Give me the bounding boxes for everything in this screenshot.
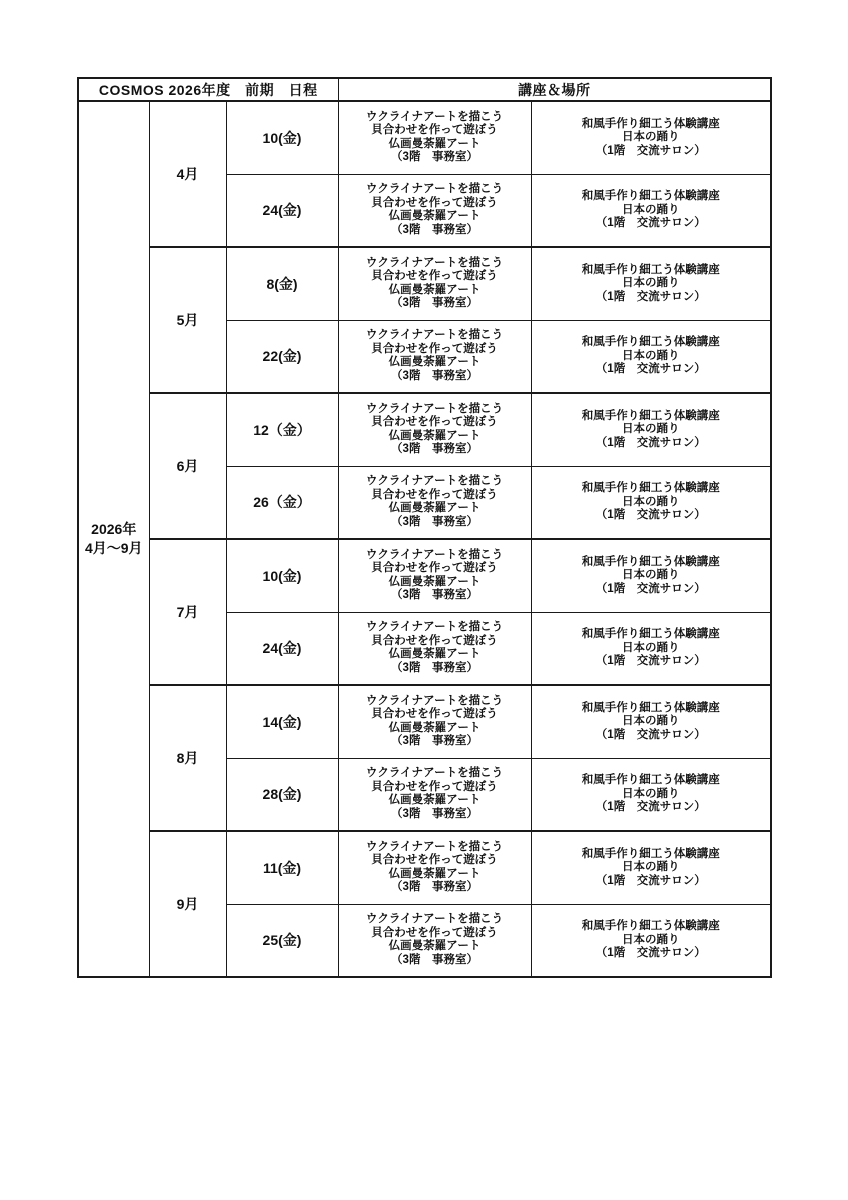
- course-line: ウクライナアートを描こう: [365, 256, 504, 269]
- venue-cell: [531, 247, 771, 320]
- course-line: 仏画曼荼羅アート: [388, 137, 481, 150]
- table-row: [78, 685, 771, 758]
- venue-location-line: （1階 交流サロン）: [595, 363, 706, 375]
- venue-line: 日本の踊り: [622, 933, 680, 946]
- venue-location-line: （1階 交流サロン）: [595, 801, 706, 813]
- course-line: 仏画曼荼羅アート: [388, 502, 481, 515]
- month-cell-july: 7月: [149, 539, 226, 685]
- course-cell: [338, 393, 531, 466]
- venue-line: 和風手作り細工う体験講座: [581, 409, 720, 422]
- venue-line: 和風手作り細工う体験講座: [581, 117, 720, 130]
- venue-cell: [531, 831, 771, 904]
- table-row: [78, 247, 771, 320]
- date-cell: 22(金): [226, 320, 338, 393]
- course-location-line: （3階 事務室）: [391, 515, 478, 528]
- date-cell: 24(金): [226, 174, 338, 247]
- course-line: ウクライナアートを描こう: [365, 183, 504, 196]
- course-line: 貝合わせを作って遊ぼう: [371, 634, 498, 647]
- course-location-line: （3階 事務室）: [391, 589, 478, 602]
- date-cell: 26（金）: [226, 466, 338, 539]
- course-location-line: （3階 事務室）: [391, 223, 478, 236]
- course-location-line: （3階 事務室）: [391, 953, 478, 966]
- course-location-line: （3階 事務室）: [391, 807, 478, 820]
- course-line: 貝合わせを作って遊ぼう: [371, 196, 498, 209]
- course-cell: [338, 904, 531, 977]
- course-cell: [338, 247, 531, 320]
- venue-line: 和風手作り細工う体験講座: [581, 920, 720, 932]
- course-line: 仏画曼荼羅アート: [388, 210, 481, 223]
- course-line: ウクライナアートを描こう: [365, 767, 504, 780]
- course-line: ウクライナアートを描こう: [365, 110, 504, 123]
- course-line: ウクライナアートを描こう: [365, 548, 504, 561]
- venue-line: 日本の踊り: [622, 861, 680, 873]
- venue-line: 日本の踊り: [622, 277, 680, 289]
- venue-cell: [531, 466, 771, 539]
- table-row: [78, 393, 771, 466]
- date-cell: 12（金）: [226, 393, 338, 466]
- venue-cell: [531, 174, 771, 247]
- course-line: 貝合わせを作って遊ぼう: [371, 708, 498, 721]
- course-line: 貝合わせを作って遊ぼう: [371, 124, 498, 137]
- course-line: 仏画曼荼羅アート: [388, 648, 481, 661]
- date-cell: 24(金): [226, 612, 338, 685]
- venue-location-line: （1階 交流サロン）: [595, 217, 706, 229]
- venue-line: 日本の踊り: [622, 423, 680, 435]
- venue-line: 和風手作り細工う体験講座: [581, 336, 720, 348]
- course-line: 貝合わせを作って遊ぼう: [371, 416, 498, 429]
- course-line: ウクライナアートを描こう: [365, 913, 504, 926]
- course-line: 貝合わせを作って遊ぼう: [371, 342, 498, 355]
- month-cell-september: 9月: [149, 831, 226, 977]
- month-cell-june: 6月: [149, 393, 226, 539]
- course-line: 貝合わせを作って遊ぼう: [371, 270, 498, 283]
- course-location-line: （3階 事務室）: [391, 369, 478, 382]
- course-line: 仏画曼荼羅アート: [388, 940, 481, 953]
- venue-location-line: （1階 交流サロン）: [595, 728, 706, 741]
- venue-line: 日本の踊り: [622, 641, 680, 654]
- date-cell: 14(金): [226, 685, 338, 758]
- venue-location-line: （1階 交流サロン）: [595, 874, 706, 887]
- course-location-line: （3階 事務室）: [391, 735, 478, 748]
- venue-cell: [531, 612, 771, 685]
- course-cell: [338, 758, 531, 831]
- venue-line: 和風手作り細工う体験講座: [581, 263, 720, 276]
- period-cell: [78, 101, 149, 977]
- course-line: 貝合わせを作って遊ぼう: [371, 488, 498, 501]
- venue-location-line: （1階 交流サロン）: [595, 582, 706, 595]
- venue-cell: [531, 758, 771, 831]
- venue-location-line: （1階 交流サロン）: [595, 509, 706, 521]
- date-cell: 10(金): [226, 539, 338, 612]
- course-location-line: （3階 事務室）: [391, 151, 478, 164]
- venue-location-line: （1階 交流サロン）: [595, 436, 706, 449]
- course-line: 仏画曼荼羅アート: [388, 283, 481, 296]
- course-cell: [338, 831, 531, 904]
- course-line: 仏画曼荼羅アート: [388, 575, 481, 588]
- venue-line: 和風手作り細工う体験講座: [581, 628, 720, 640]
- course-line: 貝合わせを作って遊ぼう: [371, 562, 498, 575]
- venue-line: 日本の踊り: [622, 203, 680, 216]
- date-cell: 10(金): [226, 101, 338, 174]
- venue-line: 日本の踊り: [622, 349, 680, 362]
- course-line: ウクライナアートを描こう: [365, 621, 504, 634]
- course-location-title: 講座＆場所: [338, 78, 771, 101]
- course-line: 仏画曼荼羅アート: [388, 429, 481, 442]
- period-line: 2026年: [91, 521, 137, 537]
- course-line: 貝合わせを作って遊ぼう: [371, 854, 498, 867]
- course-line: 貝合わせを作って遊ぼう: [371, 780, 498, 793]
- venue-line: 和風手作り細工う体験講座: [581, 190, 720, 202]
- venue-cell: [531, 539, 771, 612]
- venue-cell: [531, 685, 771, 758]
- venue-location-line: （1階 交流サロン）: [595, 290, 706, 303]
- venue-location-line: （1階 交流サロン）: [595, 655, 706, 667]
- course-line: 仏画曼荼羅アート: [388, 721, 481, 734]
- course-cell: [338, 320, 531, 393]
- table-row: [78, 539, 771, 612]
- course-line: ウクライナアートを描こう: [365, 694, 504, 707]
- course-cell: [338, 174, 531, 247]
- schedule-title: COSMOS 2026年度 前期 日程: [78, 78, 338, 101]
- course-line: ウクライナアートを描こう: [365, 402, 504, 415]
- course-line: 仏画曼荼羅アート: [388, 867, 481, 880]
- venue-cell: [531, 904, 771, 977]
- venue-line: 和風手作り細工う体験講座: [581, 555, 720, 568]
- period-line: 4月～9月: [84, 540, 143, 556]
- date-cell: 8(金): [226, 247, 338, 320]
- date-cell: 28(金): [226, 758, 338, 831]
- schedule-table: [77, 77, 772, 978]
- course-cell: [338, 612, 531, 685]
- venue-cell: [531, 393, 771, 466]
- course-cell: [338, 539, 531, 612]
- venue-line: 和風手作り細工う体験講座: [581, 847, 720, 860]
- course-cell: [338, 466, 531, 539]
- table-header-row: [78, 78, 771, 101]
- course-line: ウクライナアートを描こう: [365, 475, 504, 488]
- table-row: [78, 831, 771, 904]
- venue-line: 和風手作り細工う体験講座: [581, 482, 720, 494]
- venue-line: 日本の踊り: [622, 131, 680, 143]
- venue-line: 和風手作り細工う体験講座: [581, 701, 720, 714]
- venue-line: 日本の踊り: [622, 715, 680, 727]
- table-row: [78, 101, 771, 174]
- course-location-line: （3階 事務室）: [391, 881, 478, 894]
- course-cell: [338, 685, 531, 758]
- venue-location-line: （1階 交流サロン）: [595, 144, 706, 157]
- course-location-line: （3階 事務室）: [391, 661, 478, 674]
- venue-line: 日本の踊り: [622, 787, 680, 800]
- venue-line: 日本の踊り: [622, 495, 680, 508]
- course-line: 仏画曼荼羅アート: [388, 794, 481, 807]
- course-line: ウクライナアートを描こう: [365, 840, 504, 853]
- course-location-line: （3階 事務室）: [391, 443, 478, 456]
- venue-line: 日本の踊り: [622, 569, 680, 581]
- month-cell-april: 4月: [149, 101, 226, 247]
- course-cell: [338, 101, 531, 174]
- course-line: 仏画曼荼羅アート: [388, 356, 481, 369]
- venue-cell: [531, 320, 771, 393]
- course-location-line: （3階 事務室）: [391, 297, 478, 310]
- course-line: 貝合わせを作って遊ぼう: [371, 926, 498, 939]
- month-cell-may: 5月: [149, 247, 226, 393]
- venue-cell: [531, 101, 771, 174]
- month-cell-august: 8月: [149, 685, 226, 831]
- venue-location-line: （1階 交流サロン）: [595, 947, 706, 959]
- course-line: ウクライナアートを描こう: [365, 329, 504, 342]
- date-cell: 11(金): [226, 831, 338, 904]
- venue-line: 和風手作り細工う体験講座: [581, 774, 720, 786]
- date-cell: 25(金): [226, 904, 338, 977]
